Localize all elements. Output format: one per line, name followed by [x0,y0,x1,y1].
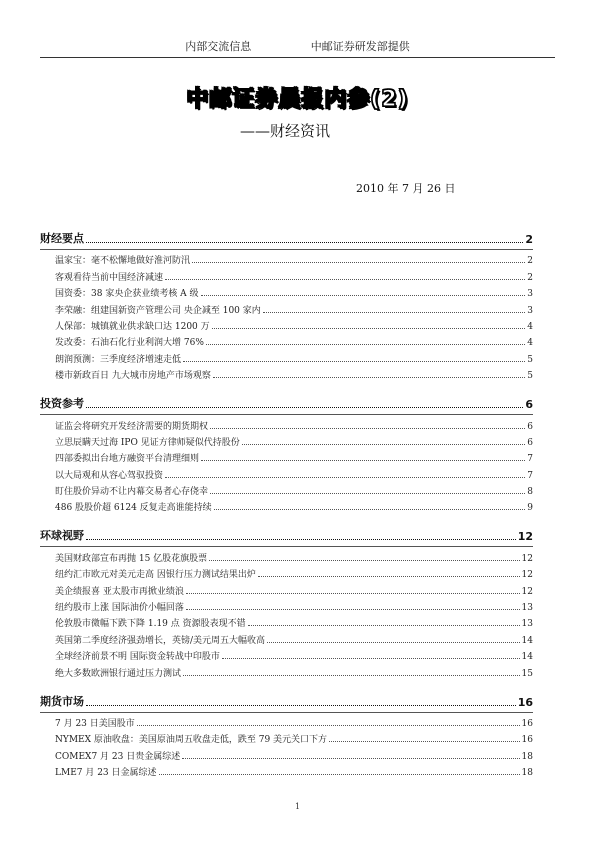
toc-entry-page: 5 [527,371,533,382]
toc-section-heading[interactable] [40,230,533,246]
toc-entry[interactable] [40,547,533,563]
toc-leader-dots [201,460,525,461]
toc-leader-dots [182,758,519,759]
toc-entry[interactable] [40,629,533,645]
toc-entry[interactable] [40,365,533,381]
toc-entry[interactable] [40,250,533,266]
toc-entry-page: 2 [527,256,533,267]
toc-section [40,527,533,678]
toc-entry[interactable] [40,464,533,480]
toc-leader-dots [186,609,520,610]
toc-entry[interactable] [40,415,533,431]
toc-entry[interactable] [40,332,533,348]
header-left-text: 内部交流信息 [185,40,252,53]
toc-entry-page: 5 [527,354,533,365]
toc-leader-dots [192,262,525,263]
toc-entry-page: 7 [527,470,533,481]
toc-leader-dots [86,407,523,408]
toc-entry-page: 15 [521,668,533,679]
toc-entry-page: 18 [521,768,533,779]
toc-entry-title: 7 月 23 日美国股市 [55,718,135,729]
toc-entry-title: 人保部：城镇就业供求缺口达 1200 万 [55,321,210,332]
toc-leader-dots [210,493,525,494]
toc-entry-page: 12 [521,553,533,564]
toc-leader-dots [186,593,520,594]
toc-section [40,395,533,513]
toc-leader-dots [258,576,520,577]
toc-entry-page: 3 [527,289,533,300]
toc-entry-title: 证监会将研究开发经济需要的期货期权 [55,421,209,432]
toc-leader-dots [183,361,525,362]
toc-leader-dots [209,560,519,561]
toc-leader-dots [137,725,520,726]
toc-section-page: 12 [517,530,533,544]
toc-leader-dots [183,675,520,676]
toc-entry-title: 纽约汇市欧元对美元走高 因银行压力测试结果出炉 [55,570,256,581]
toc-entry-title: 盯住股价异动不让内幕交易者心存侥幸 [55,487,209,498]
toc-entry-title: LME7 月 23 日金属综述 [55,768,157,779]
toc-entry-page: 4 [527,338,533,349]
toc-section [40,693,533,779]
toc-entry-title: 美国财政部宣布再抛 15 亿股花旗股票 [55,553,208,564]
toc-entry-title: 朗润预测：三季度经济增速走低 [55,354,182,365]
toc-entry-page: 4 [527,321,533,332]
toc-leader-dots [165,477,525,478]
toc-entry-page: 16 [521,718,533,729]
toc-entry-page: 2 [527,272,533,283]
toc-leader-dots [222,658,520,659]
toc-entry-title: NYMEX 原油收盘：美国原油周五收盘走低，跌至 79 美元关口下方 [55,735,328,746]
toc-entry[interactable] [40,662,533,678]
toc-section [40,230,533,381]
section-gap [40,513,533,527]
toc-entry-title: 以大局观和从容心驾驭投资 [55,470,164,481]
toc-entry-page: 13 [521,603,533,614]
toc-entry[interactable] [40,283,533,299]
toc-entry[interactable] [40,266,533,282]
toc-leader-dots [213,377,525,378]
toc-entry[interactable] [40,762,533,778]
toc-entry-title: 四部委拟出台地方融资平台清理细则 [55,454,200,465]
header-divider [40,57,555,58]
header-right-text: 中邮证券研发部提供 [310,40,410,53]
toc-entry-title: 温家宝：毫不松懈地做好淮河防汛 [55,256,191,267]
report-subtitle: ——财经资讯 [240,122,331,140]
toc-entry-title: 楼市新政百日 九大城市房地产市场观察 [55,371,211,382]
toc-section-heading[interactable] [40,527,533,543]
toc-leader-dots [86,539,516,540]
toc-entry-page: 3 [527,305,533,316]
page-header [0,38,595,54]
toc-section-title: 期货市场 [40,694,84,708]
toc-entry[interactable] [40,432,533,448]
toc-entry-page: 9 [527,503,533,514]
toc-entry-title: COMEX7 月 23 日贵金属综述 [55,751,181,762]
toc-entry-title: 486 股股价超 6124 反复走高谁能持续 [55,503,212,514]
toc-entry[interactable] [40,348,533,364]
toc-entry-page: 6 [527,421,533,432]
toc-entry[interactable] [40,580,533,596]
toc-entry-page: 12 [521,570,533,581]
toc-entry-title: 美企绩报喜 亚太股市再掀业绩浪 [55,586,184,597]
toc-leader-dots [248,625,520,626]
page-number: 1 [294,802,301,811]
toc-section-page: 2 [525,233,533,246]
toc-entry-page: 8 [527,487,533,498]
toc-entry[interactable] [40,597,533,613]
toc-leader-dots [165,279,525,280]
toc-entry-title: 李荣融：组建国新资产管理公司 央企减至 100 家内 [55,305,261,316]
toc-entry-page: 7 [527,454,533,465]
toc-entry[interactable] [40,564,533,580]
toc-entry-title: 英国第二季度经济强劲增长，英镑/美元周五大幅收高 [55,635,266,646]
toc-leader-dots [242,444,526,445]
toc-entry-title: 客观看待当前中国经济减速 [55,272,164,283]
toc-leader-dots [214,509,526,510]
toc-leader-dots [329,741,520,742]
toc-leader-dots [86,242,523,243]
toc-entry[interactable] [40,448,533,464]
toc-leader-dots [159,774,520,775]
section-gap [40,679,533,693]
report-title: 中邮证券晨报内参(2) [186,87,409,112]
toc-entry[interactable] [40,646,533,662]
toc-section-page: 16 [517,695,533,709]
toc-entry-page: 13 [521,619,533,630]
toc-entry-page: 16 [521,735,533,746]
toc-entry-page: 14 [521,635,533,646]
toc-leader-dots [263,312,526,313]
toc-entry-page: 12 [521,586,533,597]
toc-entry[interactable] [40,729,533,745]
report-date: 2010 年 7 月 26 日 [356,182,456,195]
toc-entry[interactable] [40,316,533,332]
toc-entry[interactable] [40,497,533,513]
toc-section-title: 投资参考 [40,397,84,411]
toc-entry[interactable] [40,713,533,729]
toc-entry[interactable] [40,745,533,761]
toc-entry-title: 纽约股市上涨 国际油价小幅回落 [55,603,184,614]
toc-entry[interactable] [40,481,533,497]
table-of-contents [40,230,533,778]
toc-entry-page: 6 [527,437,533,448]
toc-entry-page: 14 [521,652,533,663]
section-gap [40,381,533,395]
toc-entry-title: 伦敦股市微幅下跌下降 1.19 点 资源股表现不错 [55,619,246,630]
toc-leader-dots [212,328,526,329]
toc-entry-title: 绝大多数欧洲银行通过压力测试 [55,668,182,679]
toc-entry[interactable] [40,613,533,629]
toc-section-heading[interactable] [40,693,533,709]
toc-section-heading[interactable] [40,395,533,411]
toc-entry-title: 国资委：38 家央企获业绩考核 A 级 [55,289,199,300]
toc-section-page: 6 [525,398,533,412]
toc-entry-title: 发改委：石油石化行业利润大增 76% [55,338,204,349]
toc-leader-dots [86,705,516,706]
toc-leader-dots [210,428,525,429]
toc-entry-page: 18 [521,751,533,762]
toc-entry-title: 立思辰瞒天过海 IPO 见证方律师疑似代持股份 [55,437,240,448]
toc-leader-dots [267,642,520,643]
toc-leader-dots [206,344,525,345]
toc-section-title: 财经要点 [40,232,84,245]
toc-leader-dots [201,295,526,296]
toc-section-title: 环球视野 [40,529,84,543]
toc-entry[interactable] [40,299,533,315]
toc-entry-title: 全球经济前景不明 国际资金转战中印股市 [55,652,220,663]
